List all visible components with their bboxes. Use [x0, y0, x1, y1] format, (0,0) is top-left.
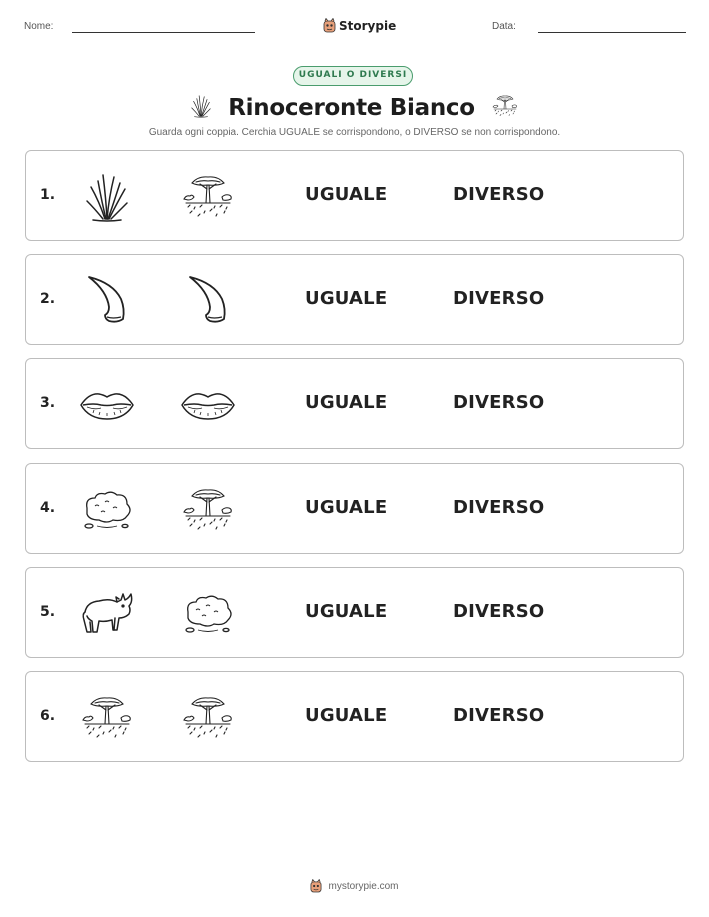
savanna-icon: [79, 690, 135, 746]
horn-icon: [180, 273, 236, 329]
name-field-line[interactable]: [72, 32, 255, 33]
different-option[interactable]: DIVERSO: [453, 392, 545, 413]
same-option[interactable]: UGUALE: [305, 184, 388, 205]
header: [0, 18, 709, 38]
page-title: Rinoceronte Bianco: [228, 95, 475, 121]
question-number: 4.: [40, 500, 56, 516]
same-option[interactable]: UGUALE: [305, 601, 388, 622]
question-row: [25, 463, 684, 554]
lips-icon: [79, 377, 135, 433]
question-number: 3.: [40, 395, 56, 411]
title-row: [0, 90, 709, 126]
grass-icon: [79, 169, 135, 225]
question-row: [25, 150, 684, 241]
rhino-icon: [79, 586, 135, 642]
mud-icon: [180, 586, 236, 642]
savanna-icon: [180, 169, 236, 225]
brand-logo: [323, 18, 396, 33]
storypie-logo-icon: [323, 18, 336, 33]
lips-icon: [180, 377, 236, 433]
horn-icon: [79, 273, 135, 329]
same-option[interactable]: UGUALE: [305, 497, 388, 518]
same-option[interactable]: UGUALE: [305, 288, 388, 309]
instructions: Guarda ogni coppia. Cerchia UGUALE se corrispondono, o DIVERSO se non corrispondono.: [148, 127, 561, 138]
savanna-icon: [180, 690, 236, 746]
different-option[interactable]: DIVERSO: [453, 601, 545, 622]
footer: [0, 879, 709, 893]
savanna-icon: [180, 482, 236, 538]
footer-url: mystorypie.com: [328, 880, 399, 892]
brand-name: Storypie: [339, 18, 397, 33]
different-option[interactable]: DIVERSO: [453, 288, 545, 309]
question-number: 2.: [40, 291, 56, 307]
storypie-logo-icon: [310, 879, 322, 893]
question-number: 1.: [40, 187, 56, 203]
grass-icon: [188, 91, 214, 125]
date-field-line[interactable]: [538, 32, 686, 33]
different-option[interactable]: DIVERSO: [453, 184, 545, 205]
date-label: Data:: [492, 21, 516, 32]
worksheet-type-badge: UGUALI O DIVERSI: [293, 66, 413, 86]
savanna-icon: [489, 92, 521, 124]
mud-icon: [79, 482, 135, 538]
same-option[interactable]: UGUALE: [305, 705, 388, 726]
question-row: [25, 567, 684, 658]
question-row: [25, 254, 684, 345]
different-option[interactable]: DIVERSO: [453, 705, 545, 726]
question-number: 5.: [40, 604, 56, 620]
question-number: 6.: [40, 708, 56, 724]
name-label: Nome:: [24, 21, 54, 32]
different-option[interactable]: DIVERSO: [453, 497, 545, 518]
question-row: [25, 671, 684, 762]
same-option[interactable]: UGUALE: [305, 392, 388, 413]
question-row: [25, 358, 684, 449]
